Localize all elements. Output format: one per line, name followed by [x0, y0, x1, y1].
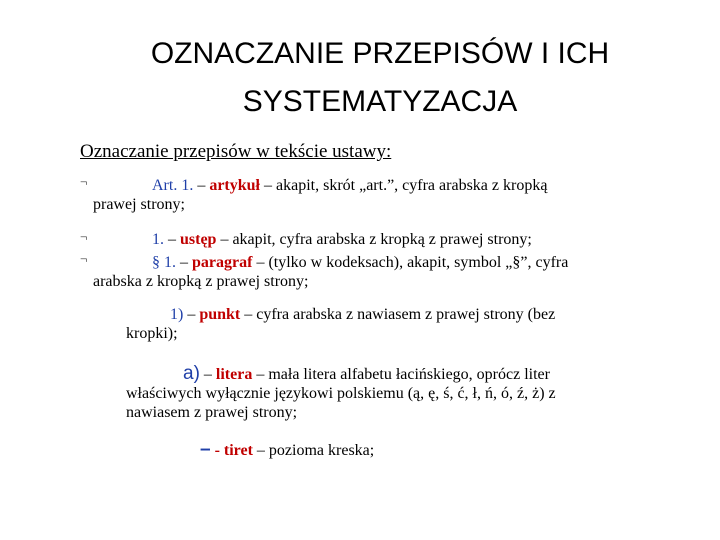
section-heading: Oznaczanie przepisów w tekście ustawy:: [80, 141, 392, 162]
item-marker: § 1.: [152, 254, 176, 271]
item-marker: Art. 1.: [152, 177, 194, 194]
slide-title: [120, 30, 640, 126]
item-term: paragraf: [192, 254, 253, 271]
item-marker: 1): [170, 306, 184, 323]
list-item-artykul: Art. 1. – artykuł – akapit, skrót „art.”, cyfra arabska z kropką: [152, 177, 548, 194]
bullet-icon: ¬: [80, 229, 88, 244]
list-item-punkt-cont: kropki);: [126, 325, 178, 342]
list-item-tiret: – - tiret – pozioma kreska;: [200, 439, 375, 460]
list-item-ustep: 1. – ustęp – akapit, cyfra arabska z kropką z prawej strony;: [152, 231, 532, 248]
title-line-2: SYSTEMATYZACJA: [242, 85, 518, 118]
bullet-icon: ¬: [80, 174, 88, 189]
list-item-punkt: 1) – punkt – cyfra arabska z nawiasem z prawej strony (bez: [170, 306, 556, 323]
item-marker: –: [200, 439, 211, 460]
list-item-artykul-cont: prawej strony;: [93, 196, 185, 213]
item-term: litera: [215, 366, 253, 383]
title-line-1: OZNACZANIE PRZEPISÓW I ICH: [150, 37, 610, 70]
item-marker: a): [183, 363, 200, 384]
list-item-paragraf: § 1. – paragraf – (tylko w kodeksach), akapit, symbol „§”, cyfra: [152, 254, 569, 271]
list-item-litera: a) – litera – mała litera alfabetu łacińskiego, oprócz liter: [183, 363, 550, 384]
list-item-litera-cont-1: właściwych wyłącznie językowi polskiemu (ą, ę, ś, ć, ł, ń, ó, ź, ż) z: [126, 385, 556, 402]
item-term: punkt: [199, 306, 241, 323]
list-item-paragraf-cont: arabska z kropką z prawej strony;: [93, 273, 309, 290]
item-term: artykuł: [209, 177, 260, 194]
item-marker: 1.: [152, 231, 164, 248]
item-term: tiret: [223, 442, 253, 459]
item-term: ustęp: [180, 231, 217, 248]
bullet-icon: ¬: [80, 251, 88, 266]
list-item-litera-cont-2: nawiasem z prawej strony;: [126, 404, 298, 421]
